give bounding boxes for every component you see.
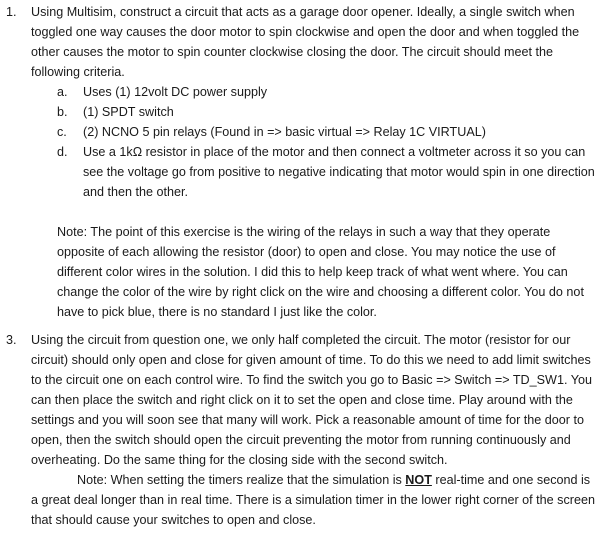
criteria-item xyxy=(57,82,599,102)
question-1 xyxy=(6,2,599,322)
criteria-letter: d. xyxy=(57,145,68,159)
question-text: Using Multisim, construct a circuit that acts as a garage door opener. Ideally, a single switch when toggled one way causes the door motor to spin clockwise and open the door and when toggled the other causes the motor to spin counter clockwise closing the door. The circuit should meet the following criteria. xyxy=(31,5,580,79)
criteria-text: (1) SPDT switch xyxy=(83,105,174,119)
criteria-item xyxy=(57,122,599,142)
note-paragraph xyxy=(31,470,599,530)
criteria-text: Use a 1kΩ resistor in place of the motor and then connect a voltmeter across it so you can see the voltage go from positive to negative indicating that motor would spin in one direction and then the other. xyxy=(83,145,595,199)
note-paragraph: Note: The point of this exercise is the wiring of the relays in such a way that they operate opposite of each allowing the resistor (door) to open and close. You may notice the use of different color wires in the solution. I did this to help keep track of what went where. You can change the color of the wire by right click on the wire and choosing a different color. You do not have to pick blue, there is no standard I just like the color. xyxy=(57,225,584,319)
question-3 xyxy=(6,330,599,530)
criteria-list xyxy=(57,82,599,202)
criteria-letter: b. xyxy=(57,105,68,119)
criteria-letter: a. xyxy=(57,85,68,99)
question-number: 1. xyxy=(6,5,17,19)
criteria-item xyxy=(57,142,599,202)
criteria-text: (2) NCNO 5 pin relays (Found in => basic virtual => Relay 1C VIRTUAL) xyxy=(83,125,486,139)
note-emphasis: NOT xyxy=(405,473,432,487)
criteria-letter: c. xyxy=(57,125,67,139)
criteria-text: Uses (1) 12volt DC power supply xyxy=(83,85,268,99)
criteria-item xyxy=(57,102,599,122)
question-text: Using the circuit from question one, we only half completed the circuit. The motor (resistor for our circuit) should only open and close for given amount of time. To do this we need to add limit switches to the circuit one on each control wire. To find the switch you go to Basic => Switch => TD_SW1. You can then place the switch and right click on it to set the open and close time. Play around with the settings and you will soon see that many will work. Pick a reasonable amount of time for the door to open, then the switch should open the circuit preventing the motor from running continuously and overheating. Do the same thing for the closing side with the second switch. xyxy=(31,333,592,467)
note-text-after: real-time and one second is a great deal longer than in real time. There is a simulation timer in the lower right corner of the screen that should cause your switches to open and close. xyxy=(31,473,595,527)
question-number: 3. xyxy=(6,333,17,347)
note-text-before: Note: When setting the timers realize that the simulation is xyxy=(77,473,406,487)
